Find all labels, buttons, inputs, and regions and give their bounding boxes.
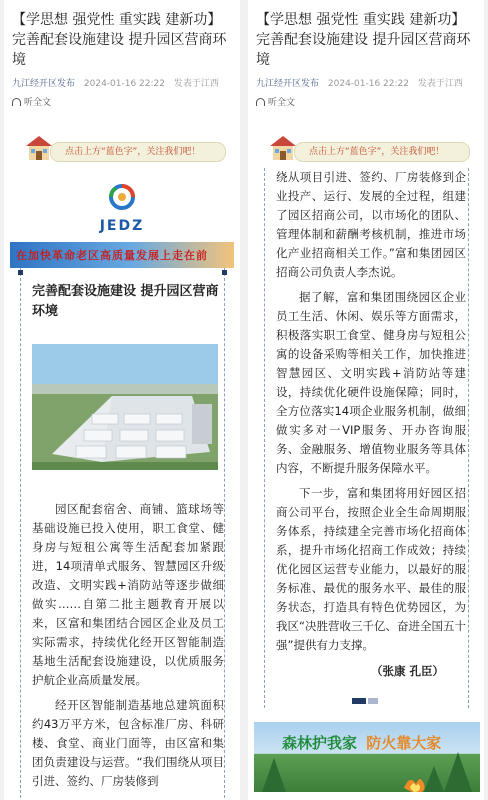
account-link[interactable]: 九江经开区发布 [256,79,320,89]
listen-label: 听全文 [24,98,52,108]
paragraph: 经开区智能制造基地总建筑面积约43万平方米，包含标准厂房、科研楼、食堂、商业门面等，由区富和集团负责建设与运营。“我们围绕从项目引进、签约、厂房装修到 [32,698,224,788]
article-frame [248,168,484,708]
jedz-logo [82,182,162,234]
carousel-indicator[interactable] [352,698,380,704]
indicator-active [352,698,366,704]
follow-banner-text: 点击上方“蓝色字”，关注我们吧！ [294,142,470,162]
forest-slogan [282,732,441,753]
article-title: 【学思想 强党性 重实践 建新功】完善配套设施建设 提升园区营商环境 [12,12,227,68]
publish-time: 2024-01-16 22:22 [83,79,165,89]
right-screenshot [248,0,484,800]
article-subtitle: 完善配套设施建设 提升园区营商环境 [32,284,219,319]
follow-banner-text: 点击上方“蓝色字”，关注我们吧！ [50,142,226,162]
logo-text: JEDZ [99,218,145,234]
frame-corner [222,270,227,275]
paragraph: 绕从项目引进、签约、厂房装修到企业投产、运行、发展的全过程，组建了园区招商公司，以市场化的团队、管理体制和薪酬考核机制，推进市场化产业招商相关工作。”富和集团园区招商公司负责人李杰说。 [276,170,466,279]
frame-corner [18,270,23,275]
article-body [248,168,484,679]
publish-location: 发表于江西 [417,79,463,89]
slogan-text: 在加快革命老区高质量发展上走在前 [16,249,208,262]
house-icon [268,132,298,162]
account-link[interactable]: 九江经开区发布 [12,79,76,89]
frame-border-left [20,268,21,798]
forest-slogan-part: 护我家 [312,734,358,752]
headphones-icon [256,98,265,106]
frame-border-right [468,168,469,708]
article-meta [248,70,484,89]
headphones-icon [12,98,21,106]
left-screenshot [4,0,240,800]
logo-emblem-icon [107,182,137,212]
listen-button[interactable] [4,89,240,108]
follow-banner[interactable] [262,138,470,164]
listen-button[interactable] [248,89,484,108]
frame-border-left [264,168,265,708]
slogan-band [10,242,234,268]
paragraph: 下一步，富和集团将用好园区招商公司平台，按照企业全生命周期服务体系，持续建全完善市场化招商体系，提升市场化招商工作成效；持续优化园区运营专业能力，以最好的服务标准、最优的服务水平、最佳的服务状态，打造具有特色优势园区，为我区“决胜营收三千亿、奋进全国五十强”提供有力支撑。 [276,486,466,652]
listen-label: 听全文 [268,98,296,108]
publish-time: 2024-01-16 22:22 [327,79,409,89]
forest-fire-poster [254,722,480,792]
indicator-inactive [368,698,378,704]
paragraph: 据了解，富和集团围绕园区企业员工生活、休闲、娱乐等方面需求，积极落实职工食堂、健身房与短租公寓的设备采购等相关工作，加快推进智慧园区、文明实践+消防站等建设，持续优化硬件设施保障；同时，全方位落实14项企业服务机制，做细做实多对一VIP服务、开办咨询服务、金融服务、增值物业服务等具体内容，不断提升服务保障水平。 [276,290,466,475]
forest-slogan-part: 森林 [282,734,313,752]
forest-slogan-part: 防火靠大家 [366,734,442,752]
industrial-park-photo [32,344,218,470]
publish-location: 发表于江西 [173,79,219,89]
house-icon [24,132,54,162]
article-title: 【学思想 强党性 重实践 建新功】完善配套设施建设 提升园区营商环境 [256,12,471,68]
follow-banner[interactable] [18,138,226,164]
paragraph: 园区配套宿舍、商铺、篮球场等基础设施已投入使用，职工食堂、健身房与短租公寓等生活配套加紧跟进，14项清单式服务、智慧园区升级改造、文明实践+消防站等逐步做细做实……自第二批主题教育开展以来，区富和集团结合园区企业及员工实际需求，持续优化经开区智能制造基地生活配套设施建设，以优质服务护航企业高质量发展。 [32,502,224,687]
article-meta [4,70,240,89]
article-body [4,474,240,791]
author-signature: （张康 孔臣） [370,664,444,678]
article-frame [4,268,240,798]
frame-border-right [224,268,225,798]
